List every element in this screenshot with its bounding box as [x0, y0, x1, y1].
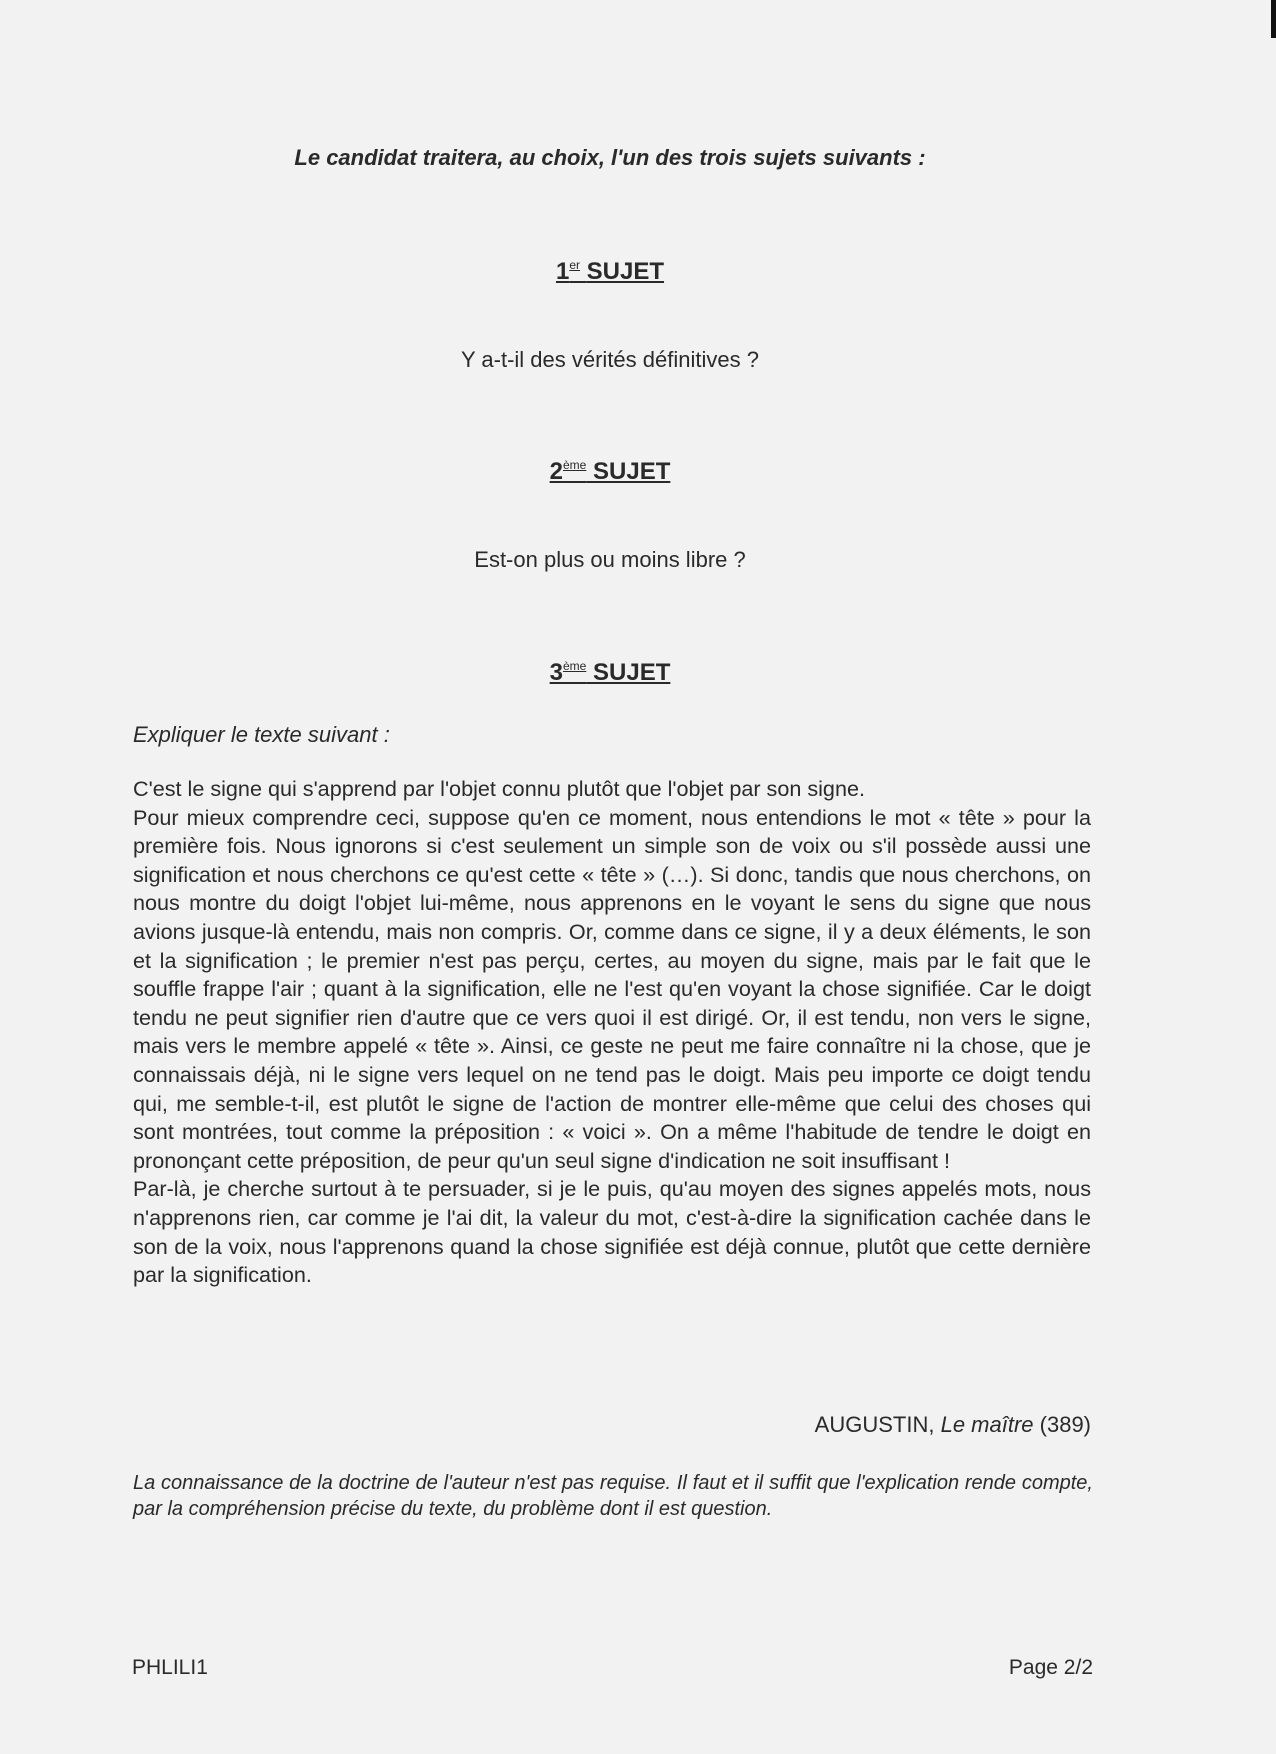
subject-2-heading [0, 458, 1220, 486]
instructions: Le candidat traitera, au choix, l'un des trois sujets suivants : [294, 145, 926, 170]
subject-1-label: SUJET [586, 258, 665, 285]
subject-3-suffix: ème [562, 659, 587, 673]
passage-paragraph: Pour mieux comprendre ceci, suppose qu'en ce moment, nous entendions le mot « tête » pour la première fois. Nous ignorons si c'est seulement un simple son de voix ou s'il possède aussi une signification et nous cherchons ce qu'est cette « tête » (…). Si donc, tandis que nous cherchons, on nous montre du doigt l'objet lui-même, nous apprenons en le voyant le sens du signe que nous avions jusque-là entendu, mais non compris. Or, comme dans ce signe, il y a deux éléments, le son et la signification ; le premier n'est pas perçu, certes, au moyen du signe, mais par le fait que le souffle frappe l'air ; quant à la signification, elle ne l'est qu'en voyant la chose signifiée. Car le doigt tendu ne peut signifier rien d'autre que ce vers quoi il est dirigé. Or, il est tendu, non vers le signe, mais vers le membre appelé « tête ». Ainsi, ce geste ne peut me faire connaître ni la chose, que je connaissais déjà, ni le signe vers lequel on ne tend pas le doigt. Mais peu importe ce doigt tendu qui, me semble-t-il, est plutôt le signe de l'action de montrer elle-même que celui des choses qui sont montrées, tout comme la préposition : « voici ». On a même l'habitude de tendre le doigt en prononçant cette préposition, de peur qu'un seul signe d'indication ne soit insuffisant ! [133, 804, 1091, 1173]
work-year: (389) [1039, 1412, 1091, 1437]
author: AUGUSTIN, [814, 1412, 935, 1437]
work-title: Le maître [940, 1412, 1034, 1437]
page-edge [1271, 0, 1276, 38]
subject-3-heading [0, 659, 1220, 687]
subject-1-number: 1 [555, 258, 570, 285]
note: La connaissance de la doctrine de l'auteur n'est pas requise. Il faut et il suffit que l'explication rende compte, par la compréhension précise du texte, du problème dont il est question. [133, 1472, 1093, 1520]
subject-3-label: SUJET [593, 659, 671, 686]
subject-1-suffix: er [569, 258, 580, 272]
subject-1-heading [0, 258, 1220, 286]
subject-2-number: 2 [549, 458, 563, 485]
subject-3-prompt: Expliquer le texte suivant : [133, 722, 390, 747]
subject-2-suffix: ème [562, 458, 587, 472]
subject-2-question: Est-on plus ou moins libre ? [474, 547, 746, 572]
passage-paragraph: C'est le signe qui s'apprend par l'objet connu plutôt que l'objet par son signe. [133, 776, 865, 801]
attribution [133, 1412, 1091, 1438]
passage-text [133, 775, 1091, 1290]
subject-1-question: Y a-t-il des vérités définitives ? [461, 347, 759, 372]
passage-paragraph: Par-là, je cherche surtout à te persuader, si je le puis, qu'au moyen des signes appelés mots, nous n'apprenons rien, car comme je l'ai dit, la valeur du mot, c'est-à-dire la signification cachée dans le son de la voix, nous l'apprenons quand la chose signifiée est déjà connue, plutôt que cette dernière par la signification. [133, 1176, 1091, 1288]
footer-code: PHLILI1 [132, 1656, 208, 1679]
subject-2-label: SUJET [593, 458, 671, 485]
subject-3-number: 3 [549, 659, 563, 686]
footer-page: Page 2/2 [1008, 1656, 1093, 1679]
